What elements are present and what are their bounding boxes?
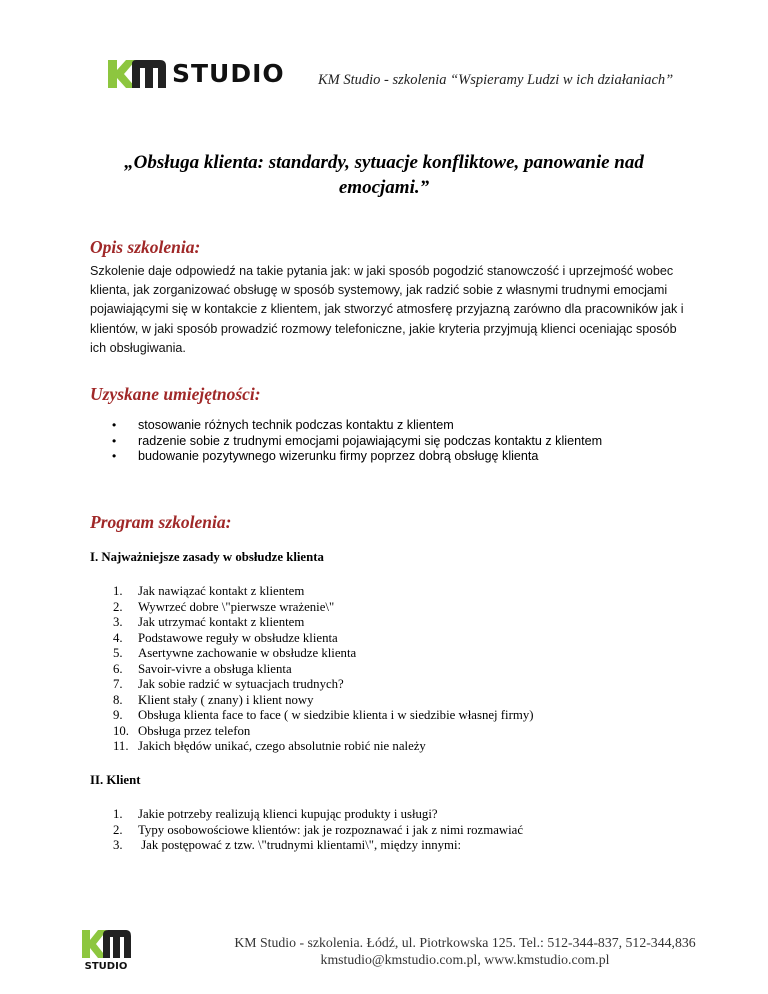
- item-number: 10.: [113, 723, 129, 738]
- footer-logo-wordmark: STUDIO: [84, 961, 128, 972]
- item-text: Jak postępować z tzw. \"trudnymi klientami\", między innymi:: [138, 838, 462, 852]
- item-number: 11.: [113, 739, 129, 753]
- program-part1-heading: I. Najważniejsze zasady w obsłudze klienta: [90, 550, 324, 564]
- item-number: 4.: [113, 630, 123, 645]
- item-text: Podstawowe reguły w obsłudze klienta: [138, 630, 338, 645]
- list-item: [113, 823, 523, 839]
- item-text: Klient stały ( znany) i klient nowy: [138, 692, 314, 707]
- item-text: Typy osobowościowe klientów: jak je rozpoznawać i jak z nimi rozmawiać: [138, 822, 524, 837]
- program-part2-list: [113, 807, 523, 854]
- item-text: Savoir-vivre a obsługa klienta: [138, 661, 292, 676]
- km-logo-mark-icon: [108, 60, 166, 88]
- item-number: 7.: [113, 677, 123, 691]
- header-tagline: KM Studio - szkolenia “Wspieramy Ludzi w ich działaniach”: [318, 72, 674, 88]
- item-text: Asertywne zachowanie w obsłudze klienta: [138, 646, 357, 660]
- list-item: • budowanie pozytywnego wizerunku firmy poprzez dobrą obsługę klienta: [112, 449, 602, 465]
- item-number: 1.: [113, 584, 123, 598]
- list-item: [113, 584, 534, 600]
- list-item: [113, 631, 534, 647]
- description-heading: Opis szkolenia:: [90, 237, 201, 257]
- list-item: • radzenie sobie z trudnymi emocjami pojawiającymi się podczas kontaktu z klientem: [112, 434, 602, 450]
- item-text: Wywrzeć dobre \"pierwsze wrażenie\": [138, 599, 335, 614]
- logo-wordmark: STUDIO: [172, 59, 285, 88]
- list-item: [113, 693, 534, 709]
- item-text: Obsługa przez telefon: [138, 723, 251, 738]
- program-part1-list: [113, 584, 534, 755]
- item-text: Obsługa klienta face to face ( w siedzibie klienta i w siedzibie własnej firmy): [138, 708, 534, 722]
- skills-list: [112, 418, 602, 465]
- list-item: [113, 807, 523, 823]
- page-footer: [80, 928, 720, 978]
- item-number: 1.: [113, 807, 123, 821]
- item-text: Jak sobie radzić w sytuacjach trudnych?: [138, 677, 344, 691]
- item-number: 2.: [113, 822, 123, 837]
- item-number: 9.: [113, 708, 123, 722]
- list-item: [113, 739, 534, 755]
- list-item: [113, 662, 534, 678]
- item-text: Jak utrzymać kontakt z klientem: [138, 615, 305, 629]
- program-part2-heading: II. Klient: [90, 773, 141, 787]
- item-number: 6.: [113, 661, 123, 676]
- list-item: [113, 677, 534, 693]
- footer-address: KM Studio - szkolenia. Łódź, ul. Piotrkowska 125. Tel.: 512-344-837, 512-344,836: [234, 935, 696, 950]
- list-item: [113, 600, 534, 616]
- item-number: 2.: [113, 599, 123, 614]
- item-number: 3.: [113, 615, 123, 629]
- list-item: [113, 708, 534, 724]
- footer-emails: kmstudio@kmstudio.com.pl, www.kmstudio.com.pl: [320, 952, 610, 967]
- document-title: „Obsługa klienta: standardy, sytuacje konfliktowe, panowanie nad emocjami.”: [124, 152, 644, 198]
- skills-heading: Uzyskane umiejętności:: [90, 384, 261, 404]
- program-heading: Program szkolenia:: [90, 512, 232, 532]
- footer-contact: [205, 934, 725, 968]
- item-number: 5.: [113, 646, 123, 660]
- item-text: Jak nawiązać kontakt z klientem: [138, 584, 305, 598]
- list-item: • stosowanie różnych technik podczas kontaktu z klientem: [112, 418, 602, 434]
- description-text: Szkolenie daje odpowiedź na takie pytania jak: w jaki sposób pogodzić stanowczość i uprzejmość wobec klienta, jak zorganizować obsługę w sposób systemowy, jak radzić sobie z własnymi trudnymi emocjami pojawiającymi się w kontakcie z klientem, jak stworzyć atmosferę przyjazną zarówno dla pracowników jak i klientów, w jaki sposób prowadzić rozmowy telefoniczne, jakie kryteria przyjmują klienci oceniając sposób ich obsługiwania.: [90, 264, 684, 355]
- list-item: [113, 646, 534, 662]
- item-text: Jakich błędów unikać, czego absolutnie robić nie należy: [138, 739, 426, 753]
- list-item: [113, 615, 534, 631]
- km-studio-logo: [108, 60, 285, 88]
- list-item: [113, 838, 523, 854]
- list-item: [113, 724, 534, 740]
- item-text: Jakie potrzeby realizują klienci kupując produkty i usługi?: [138, 807, 438, 821]
- page-header: [108, 56, 728, 96]
- item-number: 3.: [113, 838, 123, 852]
- item-number: 8.: [113, 692, 123, 707]
